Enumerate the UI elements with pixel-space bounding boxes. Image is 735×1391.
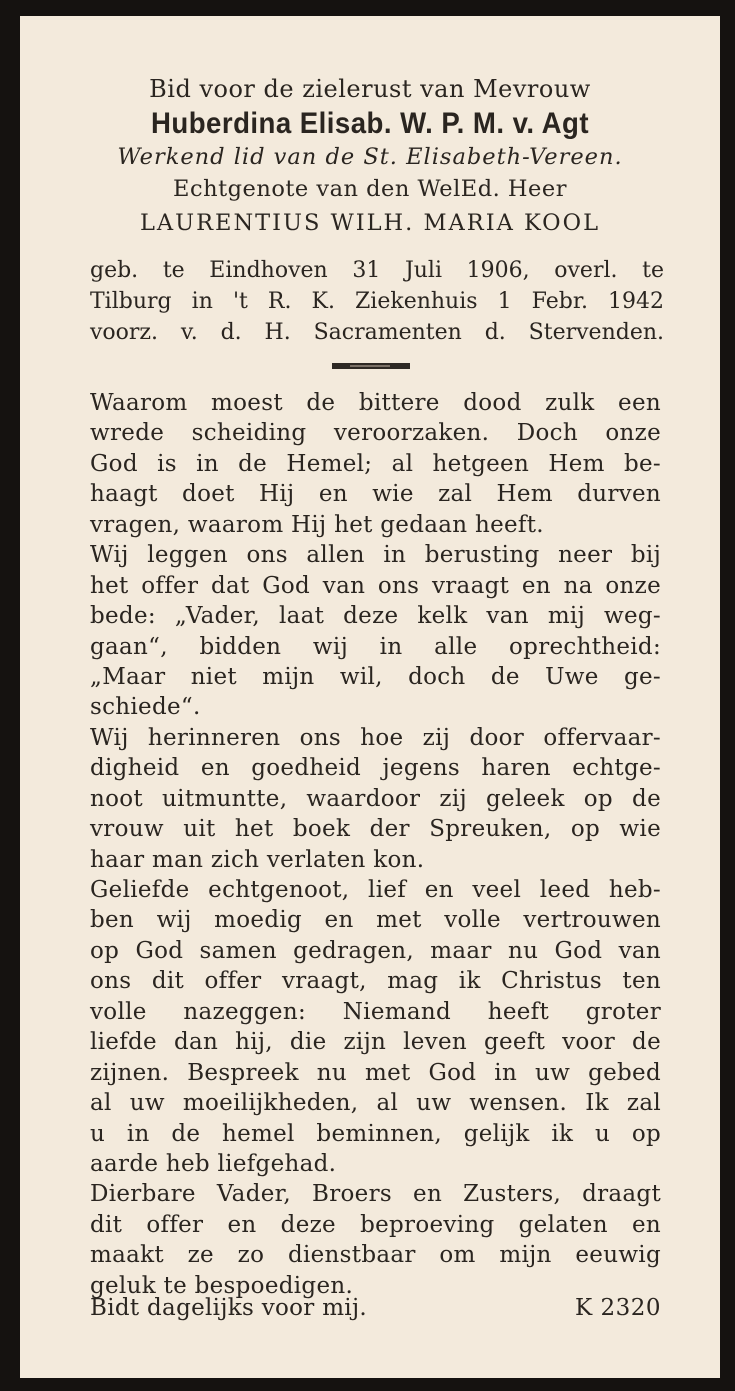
ornament-divider	[332, 363, 410, 369]
text-line: Wij herinneren ons hoe zij door offervaar-	[90, 724, 661, 751]
text-line: schiede“.	[90, 694, 201, 721]
spouse-intro: Echtgenote van den WelEd. Heer	[173, 176, 567, 202]
text-line: haar man zich verlaten kon.	[90, 846, 425, 873]
memorial-text	[90, 388, 661, 1301]
text-line: Waarom moest de bittere dood zulk een	[90, 390, 661, 416]
text-line: haagt doet Hij en wie zal Hem durven	[90, 481, 661, 508]
spouse-name: LAURENTIUS WILH. MARIA KOOL	[139, 210, 601, 236]
date-line: geb. te Eindhoven 31 Juli 1906, overl. te	[90, 258, 664, 283]
text-line: gaan“, bidden wij in alle oprechtheid:	[90, 633, 661, 660]
text-line: volle nazeggen: Niemand heeft groter	[90, 998, 661, 1025]
date-line: Tilburg in 't R. K. Ziekenhuis 1 Febr. 1942	[90, 289, 664, 314]
text-line: dit offer en deze beproeving gelaten en	[90, 1211, 661, 1238]
text-line: het offer dat God van ons vraagt en na onze	[90, 572, 661, 599]
text-line: Geliefde echtgenoot, lief en veel leed heb-	[90, 877, 661, 903]
text-line: zijnen. Bespreek nu met God in uw gebed	[90, 1059, 661, 1086]
text-line: vrouw uit het boek der Spreuken, op wie	[90, 816, 661, 843]
text-line: vragen, waarom Hij het gedaan heeft.	[90, 511, 544, 538]
membership-line: Werkend lid van de St. Elisabeth-Vereen.	[117, 144, 623, 170]
text-line: digheid en goedheid jegens haren echtge-	[90, 755, 661, 782]
text-line: u in de hemel beminnen, gelijk ik u op	[90, 1120, 661, 1147]
card-header	[20, 74, 720, 248]
text-line: wrede scheiding veroorzaken. Doch onze	[90, 420, 661, 447]
text-line: bede: „Vader, laat deze kelk van mij weg-	[90, 603, 661, 630]
text-line: geluk te bespoedigen.	[90, 1272, 354, 1299]
text-line: noot uitmuntte, waardoor zij geleek op de	[90, 785, 661, 812]
text-line: Wij leggen ons allen in berusting neer bij	[90, 542, 661, 569]
text-line: God is in de Hemel; al hetgeen Hem be-	[90, 450, 661, 477]
life-dates	[90, 256, 664, 349]
card-footer	[90, 1293, 661, 1325]
text-line: aarde heb liefgehad.	[90, 1150, 337, 1177]
text-line: maakt ze zo dienstbaar om mijn eeuwig	[90, 1242, 661, 1269]
text-line: ben wij moedig en met volle vertrouwen	[90, 907, 661, 934]
text-line: Dierbare Vader, Broers en Zusters, draagt	[90, 1181, 661, 1208]
deceased-name: Huberdina Elisab. W. P. M. v. Agt	[151, 107, 589, 140]
date-line: voorz. v. d. H. Sacramenten d. Stervenden.	[90, 320, 664, 345]
text-line: op God samen gedragen, maar nu God van	[90, 937, 661, 964]
text-line: liefde dan hij, die zijn leven geeft voor de	[90, 1029, 661, 1056]
text-line: al uw moeilijkheden, al uw wensen. Ik zal	[90, 1090, 661, 1117]
closing-request: Bidt dagelijks voor mij.	[90, 1295, 368, 1321]
prayer-intro: Bid voor de zielerust van Mevrouw	[149, 75, 591, 103]
text-line: ons dit offer vraagt, mag ik Christus ten	[90, 968, 661, 995]
reference-number: K 2320	[574, 1295, 661, 1321]
card-paper	[20, 16, 720, 1378]
text-line: „Maar niet mijn wil, doch de Uwe ge-	[90, 663, 661, 690]
